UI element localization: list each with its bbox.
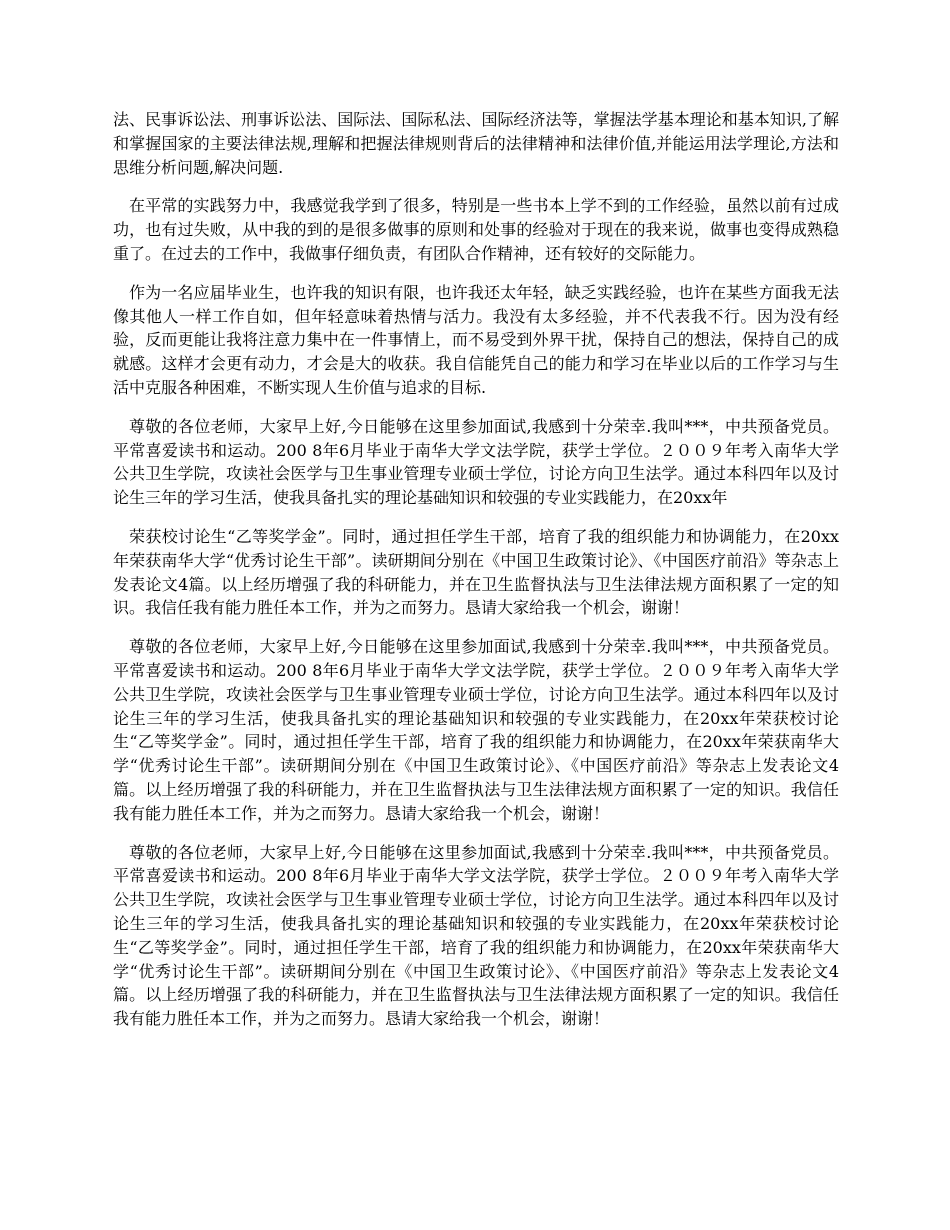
paragraph-graduate-self-assessment: 作为一名应届毕业生，也许我的知识有限，也许我还太年轻，缺乏实践经验，也许在某些方面我无法像其他人一样工作自如，但年轻意味着热情与活力。我没有太多经验，并不代表我不行。因为没有经验，反而更能让我将注意力集中在一件事情上，而不易受到外界干扰，保持自己的想法，保持自己的成就感。这样才会更有动力，才会是大的收获。我自信能凭自己的能力和学习在毕业以后的工作学习与生活中克服各种困难，不断实现人生价值与追求的目标.: [113, 282, 839, 397]
paragraph-interview-full-2: 尊敬的各位老师，大家早上好,今日能够在这里参加面试,我感到十分荣幸.我叫***，中共预备党员。平常喜爱读书和运动。200 8年6月毕业于南华大学文法学院，获学士学位。２００９年考入南华大学公共卫生学院，攻读社会医学与卫生事业管理专业硕士学位，讨论方向卫生法学。通过本科四年以及讨论生三年的学习生活，使我具备扎实的理论基础知识和较强的专业实践能力，在20xx年荣获校讨论生“乙等奖学金”。同时，通过担任学生干部，培育了我的组织能力和协调能力，在20xx年荣获南华大学“优秀讨论生干部”。读研期间分别在《中国卫生政策讨论》、《中国医疗前沿》等杂志上发表论文4篇。以上经历增强了我的科研能力，并在卫生监督执法与卫生法律法规方面积累了一定的知识。我信任我有能力胜任本工作，并为之而努力。恳请大家给我一个机会，谢谢！: [113, 842, 839, 1029]
document-body: [113, 108, 839, 1046]
paragraph-interview-awards: 荣获校讨论生“乙等奖学金”。同时，通过担任学生干部，培育了我的组织能力和协调能力，在20xx年荣获南华大学“优秀讨论生干部”。读研期间分别在《中国卫生政策讨论》、《中国医疗前沿》等杂志上发表论文4篇。以上经历增强了我的科研能力，并在卫生监督执法与卫生法律法规方面积累了一定的知识。我信任我有能力胜任本工作，并为之而努力。恳请大家给我一个机会，谢谢！: [113, 526, 839, 618]
paragraph-interview-full-1: 尊敬的各位老师，大家早上好,今日能够在这里参加面试,我感到十分荣幸.我叫***，中共预备党员。平常喜爱读书和运动。200 8年6月毕业于南华大学文法学院，获学士学位。２００９年考入南华大学公共卫生学院，攻读社会医学与卫生事业管理专业硕士学位，讨论方向卫生法学。通过本科四年以及讨论生三年的学习生活，使我具备扎实的理论基础知识和较强的专业实践能力，在20xx年荣获校讨论生“乙等奖学金”。同时，通过担任学生干部，培育了我的组织能力和协调能力，在20xx年荣获南华大学“优秀讨论生干部”。读研期间分别在《中国卫生政策讨论》、《中国医疗前沿》等杂志上发表论文4篇。以上经历增强了我的科研能力，并在卫生监督执法与卫生法律法规方面积累了一定的知识。我信任我有能力胜任本工作，并为之而努力。恳请大家给我一个机会，谢谢！: [113, 637, 839, 823]
paragraph-continued: 法、民事诉讼法、刑事诉讼法、国际法、国际私法、国际经济法等，掌握法学基本理论和基本知识,了解和掌握国家的主要法律法规,理解和把握法律规则背后的法律精神和法律价值,并能运用法学理论,方法和思维分析问题,解决问题.: [113, 110, 839, 177]
paragraph-interview-intro: 尊敬的各位老师，大家早上好,今日能够在这里参加面试,我感到十分荣幸.我叫***，中共预备党员。平常喜爱读书和运动。200 8年6月毕业于南华大学文法学院，获学士学位。２００９年考入南华大学公共卫生学院，攻读社会医学与卫生事业管理专业硕士学位，讨论方向卫生法学。通过本科四年以及讨论生三年的学习生活，使我具备扎实的理论基础知识和较强的专业实践能力，在20xx年: [113, 416, 839, 508]
paragraph-practice-experience: 在平常的实践努力中，我感觉我学到了很多，特别是一些书本上学不到的工作经验，虽然以前有过成功，也有过失败，从中我的到的是很多做事的原则和处事的经验对于现在的我来说，做事也变得成熟稳重了。在过去的工作中，我做事仔细负责，有团队合作精神，还有较好的交际能力。: [113, 196, 839, 263]
